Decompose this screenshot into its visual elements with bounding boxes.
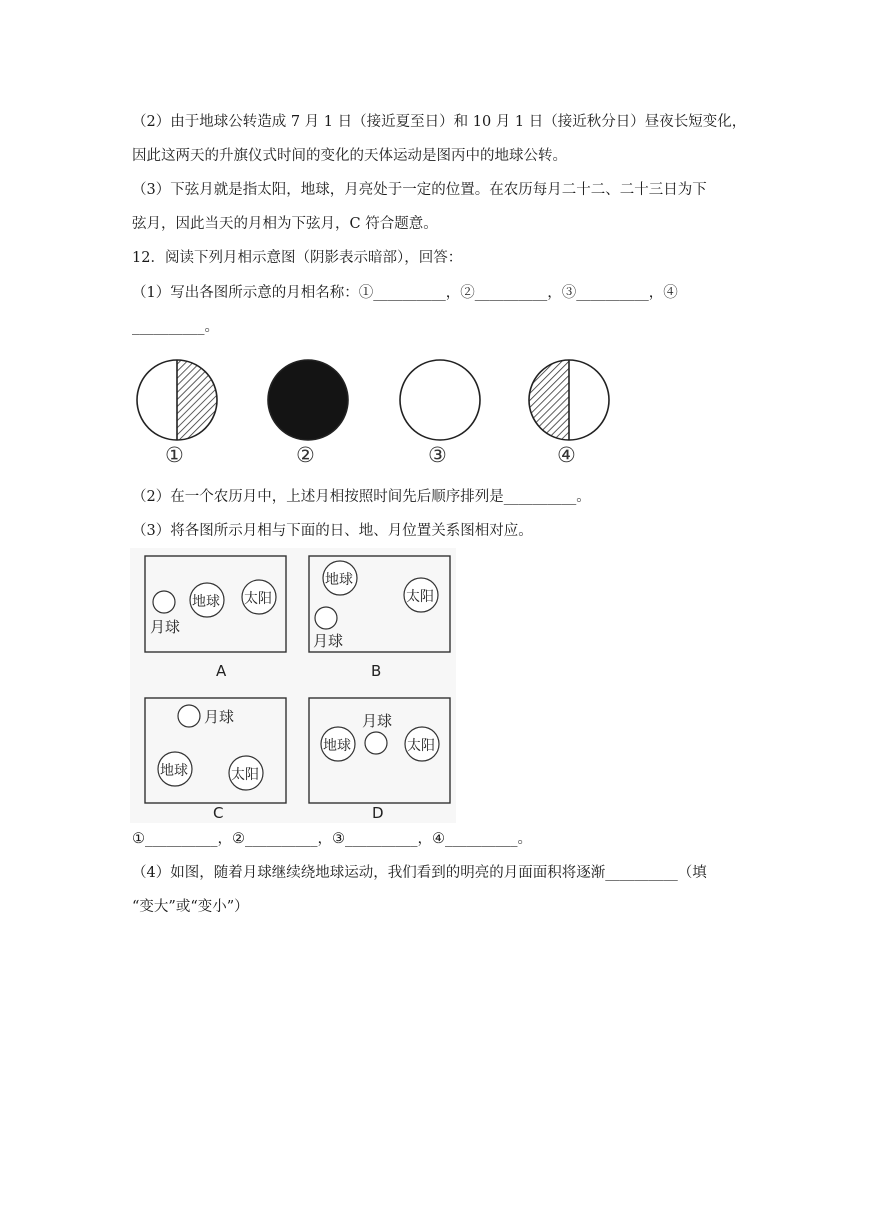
panel-d-letter: D	[372, 804, 384, 822]
position-figure	[130, 548, 456, 823]
question-part-1: （1）写出各图所示意的月相名称：①__________，②__________，③__________，④	[132, 285, 678, 301]
panel-c-earth-label: 地球	[160, 763, 188, 779]
text-line: “变大”或“变小”）	[132, 899, 249, 915]
text-line: （3）下弦月就是指太阳，地球，月亮处于一定的位置。在农历每月二十二、二十三日为下	[132, 182, 707, 198]
panel-d-moon-label: 月球	[362, 712, 393, 730]
question-part-4: （4）如图，随着月球继续绕地球运动，我们看到的明亮的月面面积将逐渐__________（填	[132, 865, 707, 881]
panel-c-letter: C	[213, 804, 224, 822]
question-part-3: （3）将各图所示月相与下面的日、地、月位置关系图相对应。	[132, 523, 533, 539]
panel-d-sun-label: 太阳	[407, 738, 435, 754]
panel-b-earth-label: 地球	[325, 572, 353, 588]
panel-a-earth-label: 地球	[192, 594, 220, 610]
panel-b-sun-label: 太阳	[406, 589, 434, 605]
moon-1-label: ①	[165, 443, 184, 467]
panel-b-letter: B	[371, 662, 382, 680]
moon-3-icon	[400, 360, 480, 440]
question-heading: 12．阅读下列月相示意图（阴影表示暗部），回答：	[132, 250, 463, 266]
moon-3-label: ③	[428, 443, 447, 467]
panel-b-moon-label: 月球	[313, 632, 344, 650]
question-part-2: （2）在一个农历月中，上述月相按照时间先后顺序排列是__________。	[132, 489, 591, 505]
moon-4-icon	[529, 360, 609, 440]
text-line: 因此这两天的升旗仪式时间的变化的天体运动是图丙中的地球公转。	[132, 148, 567, 164]
panel-c-moon-label: 月球	[204, 708, 235, 726]
moon-1-icon	[137, 360, 217, 440]
panel-c-sun-label: 太阳	[231, 767, 259, 783]
panel-a-moon-label: 月球	[150, 618, 181, 636]
panel-a-sun-label: 太阳	[244, 591, 272, 607]
text-line: __________。	[132, 319, 219, 335]
panel-d-earth-label: 地球	[323, 738, 351, 754]
moon-phase-figure	[125, 345, 625, 470]
moon-2-icon	[268, 360, 348, 440]
answer-blanks: ①__________，②__________，③__________，④__________。	[132, 831, 532, 847]
moon-2-label: ②	[296, 443, 315, 467]
moon-4-label: ④	[557, 443, 576, 467]
text-line: （2）由于地球公转造成 7 月 1 日（接近夏至日）和 10 月 1 日（接近秋分日）昼夜长短变化，	[132, 114, 747, 130]
text-line: 弦月，因此当天的月相为下弦月，C 符合题意。	[132, 216, 438, 232]
panel-a-letter: A	[216, 662, 227, 680]
